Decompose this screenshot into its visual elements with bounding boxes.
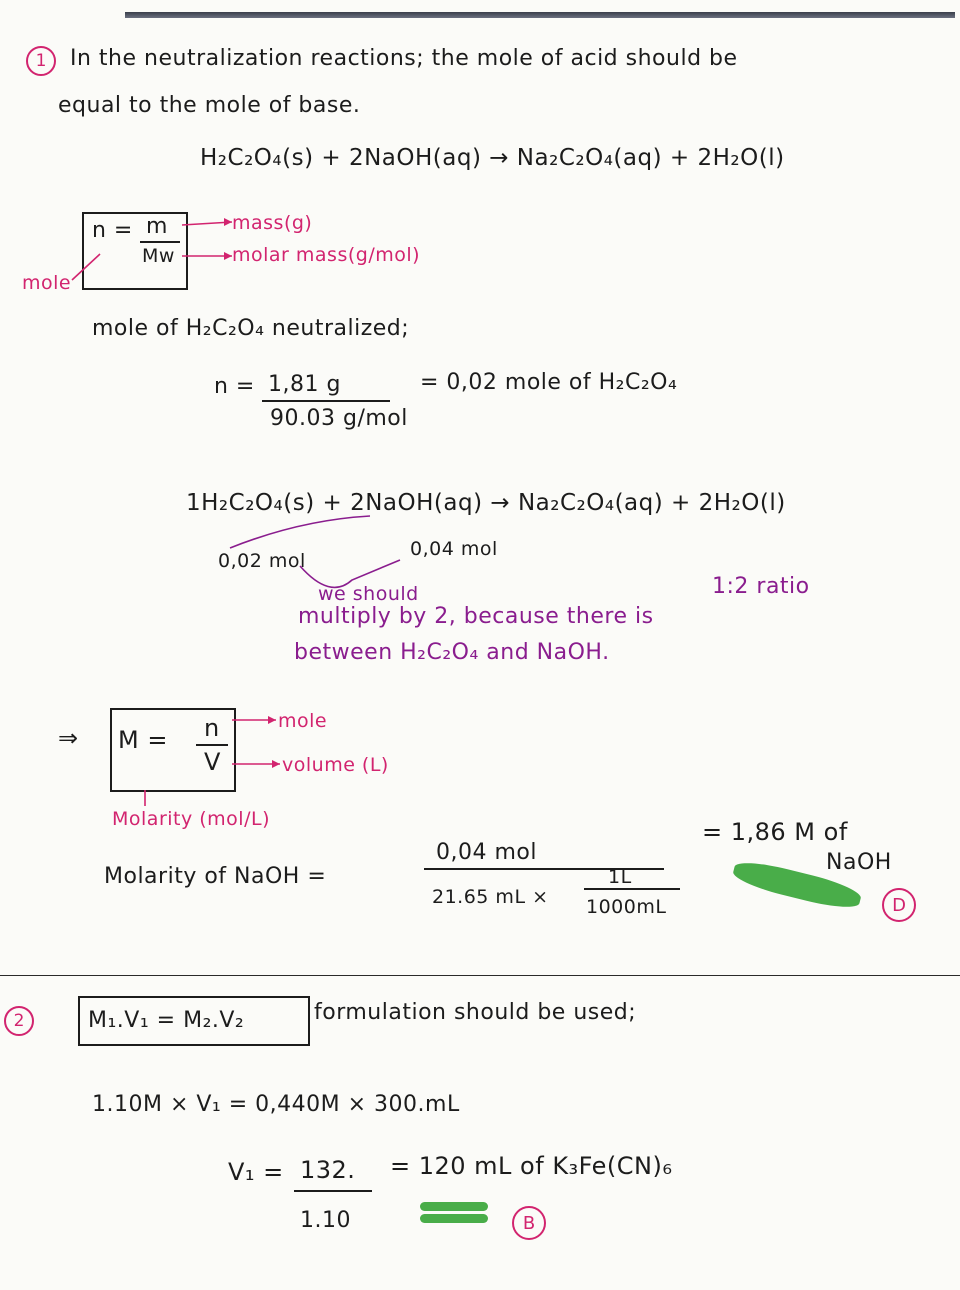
calc2-conv-den: 1000mL xyxy=(586,896,667,918)
label-molar-mass: molar mass(g/mol) xyxy=(232,244,421,266)
question-2-number: 2 xyxy=(4,1006,34,1036)
dilution-formula-text: formulation should be used; xyxy=(314,1000,637,1025)
solve-result: = 120 mL of K₃Fe(CN)₆ xyxy=(390,1152,673,1180)
neutralized-heading: mole of H₂C₂O₄ neutralized; xyxy=(92,316,410,341)
calc1-lhs: n = xyxy=(214,374,255,399)
reaction-equation-1: H₂C₂O₄(s) + 2NaOH(aq) → Na₂C₂O₄(aq) + 2H₂O(l) xyxy=(200,145,785,171)
implies-arrow: ⇒ xyxy=(58,724,79,752)
reaction-equation-2: 1H₂C₂O₄(s) + 2NaOH(aq) → Na₂C₂O₄(aq) + 2H₂O(l) xyxy=(186,490,786,516)
mol-acid: 0,02 mol xyxy=(218,550,306,572)
solve-denominator: 1.10 xyxy=(300,1208,351,1233)
mole-formula-denominator: Mw xyxy=(142,245,175,267)
label-mole-2: mole xyxy=(278,710,328,732)
arrow-multiply xyxy=(300,560,400,587)
note-line2: multiply by 2, because there is xyxy=(298,604,654,629)
dilution-formula: M₁.V₁ = M₂.V₂ xyxy=(88,1008,245,1033)
calc2-result-line1: = 1,86 M of xyxy=(702,818,848,846)
note-line3: between H₂C₂O₄ and NaOH. xyxy=(294,640,610,665)
calc2-denominator: 21.65 mL × xyxy=(432,886,549,908)
calc1-numerator: 1,81 g xyxy=(268,372,341,397)
molarity-formula-lhs: M = xyxy=(118,726,168,754)
calc2-conv-num: 1L xyxy=(608,866,632,888)
answer-badge-q1: D xyxy=(882,888,916,922)
molarity-formula-numerator: n xyxy=(204,714,220,742)
solve-numerator: 132. xyxy=(300,1156,356,1184)
q1-intro-line1: In the neutralization reactions; the mole of acid should be xyxy=(70,46,738,71)
arrow-to-mole xyxy=(72,254,100,280)
label-molarity: Molarity (mol/L) xyxy=(112,808,270,830)
q1-intro-line2: equal to the mole of base. xyxy=(58,93,361,118)
question-1-number: 1 xyxy=(26,46,56,76)
note-ratio: 1:2 ratio xyxy=(712,574,810,599)
dilution-equation: 1.10M × V₁ = 0,440M × 300.mL xyxy=(92,1092,460,1117)
label-volume: volume (L) xyxy=(282,754,389,776)
calc1-denominator: 90.03 g/mol xyxy=(270,406,408,431)
note-line1: we should xyxy=(318,583,419,605)
arrow-acid-to-base xyxy=(230,516,370,548)
solve-lhs: V₁ = xyxy=(228,1158,284,1186)
calc1-result: = 0,02 mole of H₂C₂O₄ xyxy=(420,370,678,395)
label-mass: mass(g) xyxy=(232,212,313,234)
molarity-formula-denominator: V xyxy=(204,748,221,776)
answer-badge-q2: B xyxy=(512,1206,546,1240)
mol-base: 0,04 mol xyxy=(410,538,498,560)
mole-formula-lhs: n = xyxy=(92,218,133,243)
calc2-result-line2: NaOH xyxy=(826,850,892,875)
calc2-numerator: 0,04 mol xyxy=(436,840,537,865)
calc2-lhs: Molarity of NaOH = xyxy=(104,864,327,889)
label-mole: mole xyxy=(22,272,72,294)
mole-formula-numerator: m xyxy=(146,214,168,239)
